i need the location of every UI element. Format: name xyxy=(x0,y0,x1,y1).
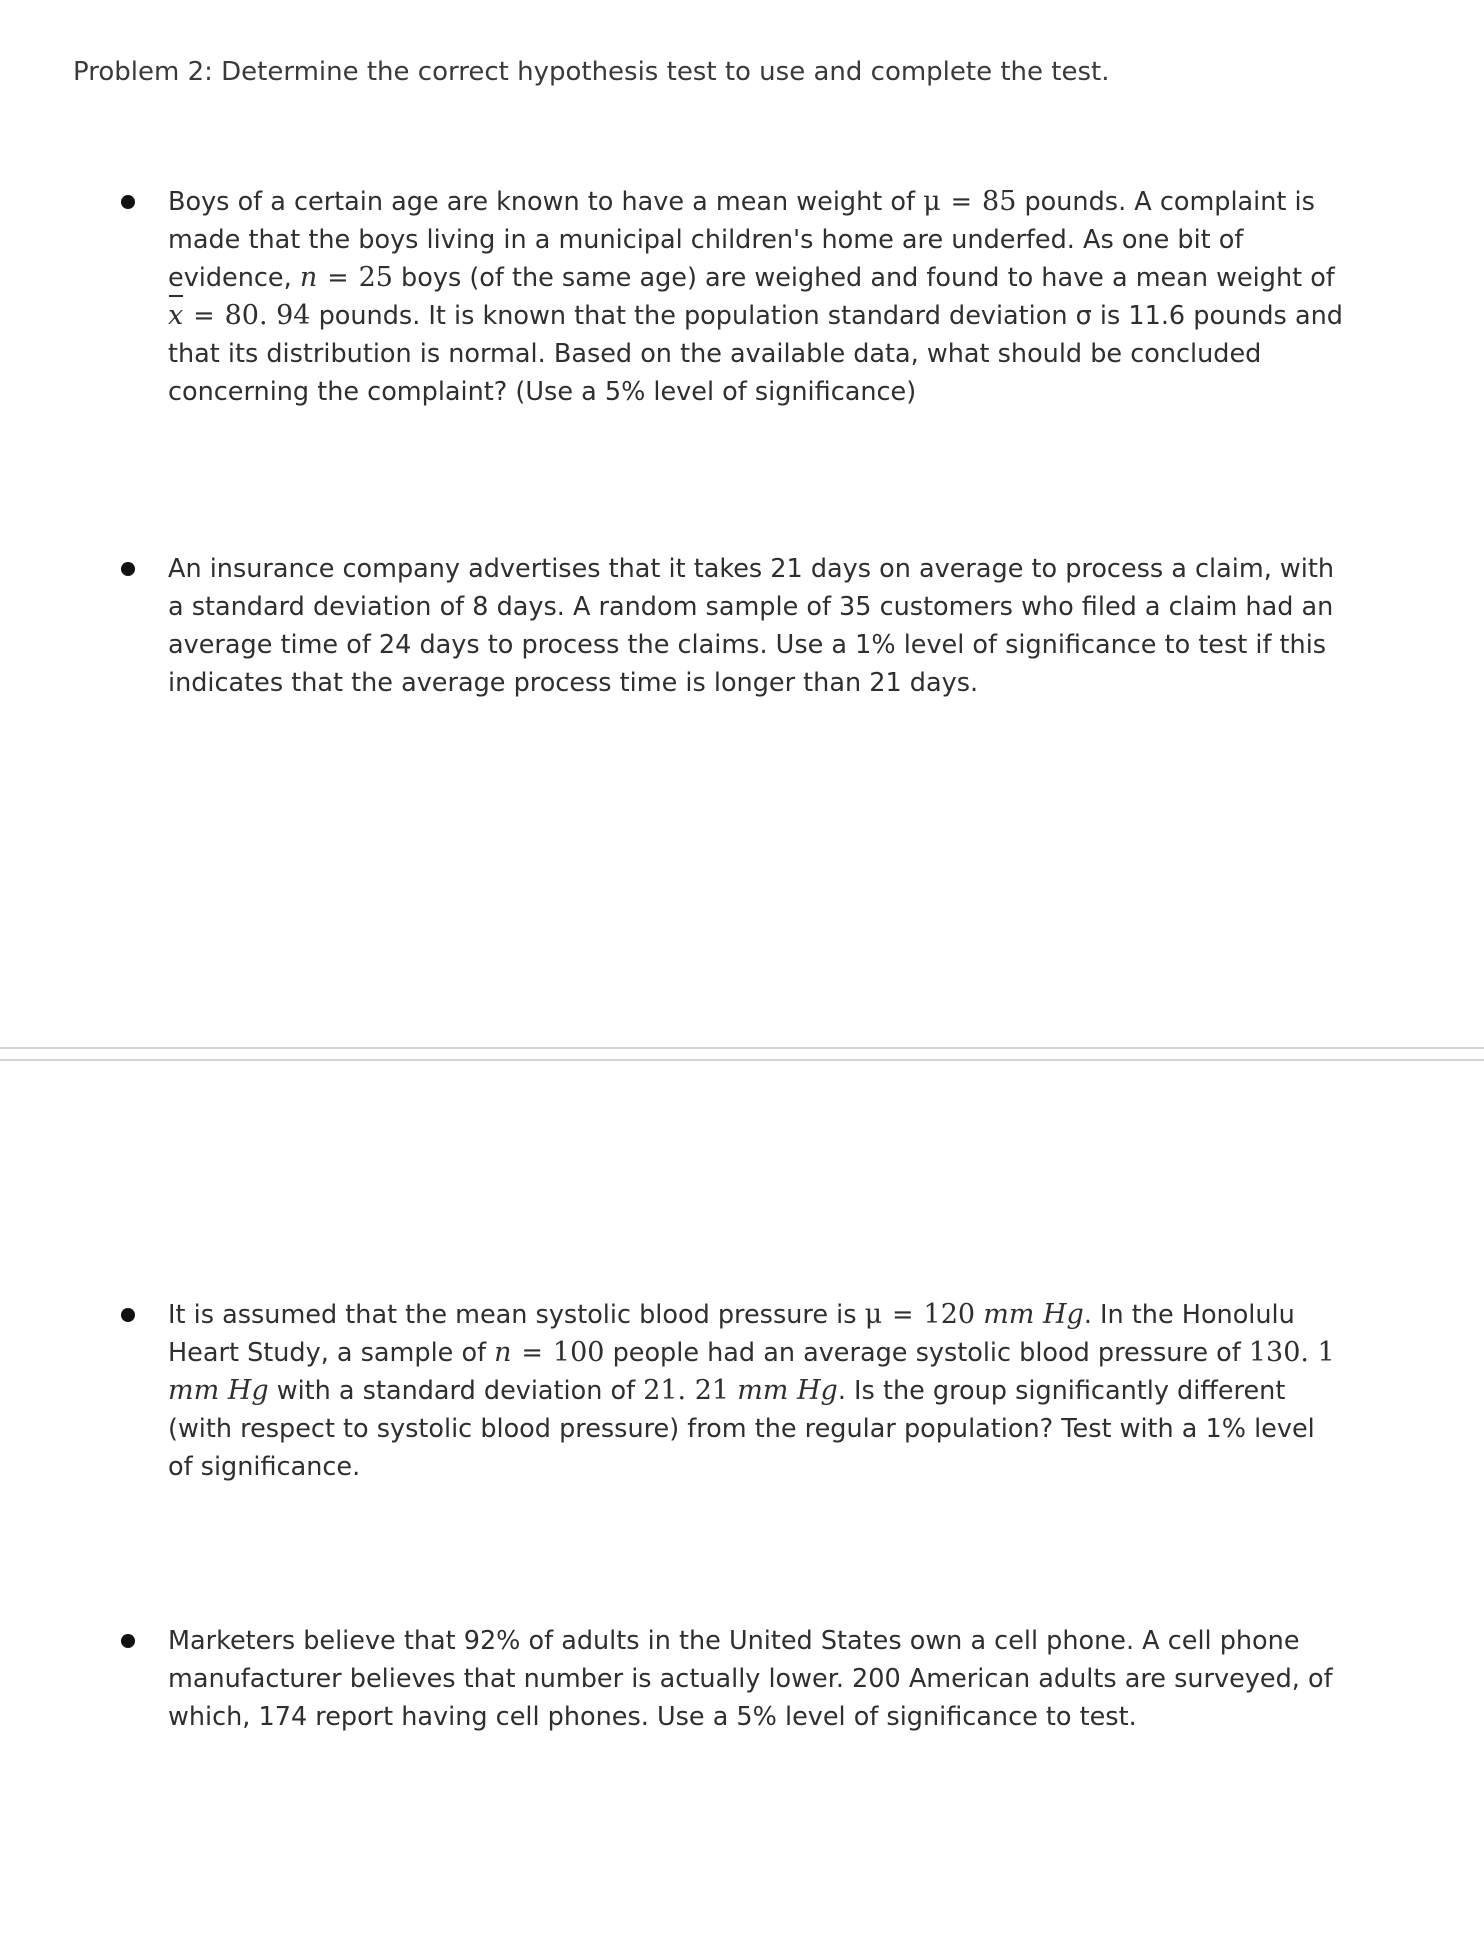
x-bar-variable: x xyxy=(168,297,183,335)
problem-3-text-e: . Is the group significantly different (with respect to systolic blood pressure) from the regular population? Test with a 1% level of significance. xyxy=(168,1376,1315,1482)
equals-sign: = xyxy=(327,263,349,293)
equals-sign: = xyxy=(521,1338,543,1368)
equals-sign: = xyxy=(193,301,215,331)
unit-mmhg: mm Hg xyxy=(737,1375,838,1406)
bullet-icon xyxy=(121,195,135,209)
unit-mmhg: mm Hg xyxy=(168,1375,269,1406)
problem-3-text-b: . In the Honolulu Heart Study, a sample of xyxy=(168,1300,1295,1368)
equals-sign: = xyxy=(892,1300,914,1330)
sample-size-value: 100 xyxy=(552,1337,605,1368)
page-title: Problem 2: Determine the correct hypothesis test to use and complete the test. xyxy=(73,57,1110,87)
problem-2: An insurance company advertises that it takes 21 days on average to process a claim, with a standard deviation of 8 days. A random sample of 35 customers who filed a claim had an average time of 24 days to process the claims. Use a 1% level of significance to test if this indicates that the average process time is longer than 21 days. xyxy=(168,554,1335,698)
problem-4: Marketers believe that 92% of adults in the United States own a cell phone. A cell phone manufacturer believes that number is actually lower. 200 American adults are surveyed, of which, 174 report having cell phones. Use a 5% level of significance to test. xyxy=(168,1626,1333,1732)
equals-sign: = xyxy=(950,187,973,217)
n-variable: n xyxy=(299,262,318,293)
assumed-mean-value: 120 xyxy=(923,1299,976,1330)
problem-3-text-d: with a standard deviation of xyxy=(268,1376,644,1406)
problem-3-text-a: It is assumed that the mean systolic blood pressure is xyxy=(168,1300,865,1330)
problem-3-text-c: people had an average systolic blood pressure of xyxy=(604,1338,1249,1368)
problem-1-text-d: pounds. It is known that the population standard deviation σ is 11.6 pounds and that its distribution is normal. Based on the available data, what should be concluded concerning the complaint? (Use a 5% level of significance) xyxy=(168,301,1343,407)
problem-1-text-a: Boys of a certain age are known to have a mean weight of xyxy=(168,187,924,217)
bullet-icon xyxy=(121,1634,135,1648)
problem-1 xyxy=(168,183,1343,411)
mu-symbol: μ xyxy=(923,186,941,217)
problem-1-text-b: pounds. A complaint is made that the boys living in a municipal children's home are underfed. As one bit of evidence, xyxy=(168,187,1315,293)
bullet-icon xyxy=(121,1308,135,1322)
problem-3 xyxy=(168,1296,1343,1486)
unit-mmhg: mm Hg xyxy=(983,1299,1084,1330)
page-divider xyxy=(0,1047,1484,1061)
sample-mean-value: 130. 1 xyxy=(1248,1337,1335,1368)
sample-size-value: 25 xyxy=(358,262,393,293)
sample-mean-value: 80. 94 xyxy=(224,300,311,331)
std-dev-value: 21. 21 xyxy=(643,1375,730,1406)
bullet-icon xyxy=(121,562,135,576)
n-variable: n xyxy=(494,1337,512,1368)
mu-symbol: μ xyxy=(864,1299,883,1330)
problem-1-text-c: boys (of the same age) are weighed and found to have a mean weight of xyxy=(392,263,1335,293)
mean-weight-value: 85 xyxy=(982,186,1017,217)
